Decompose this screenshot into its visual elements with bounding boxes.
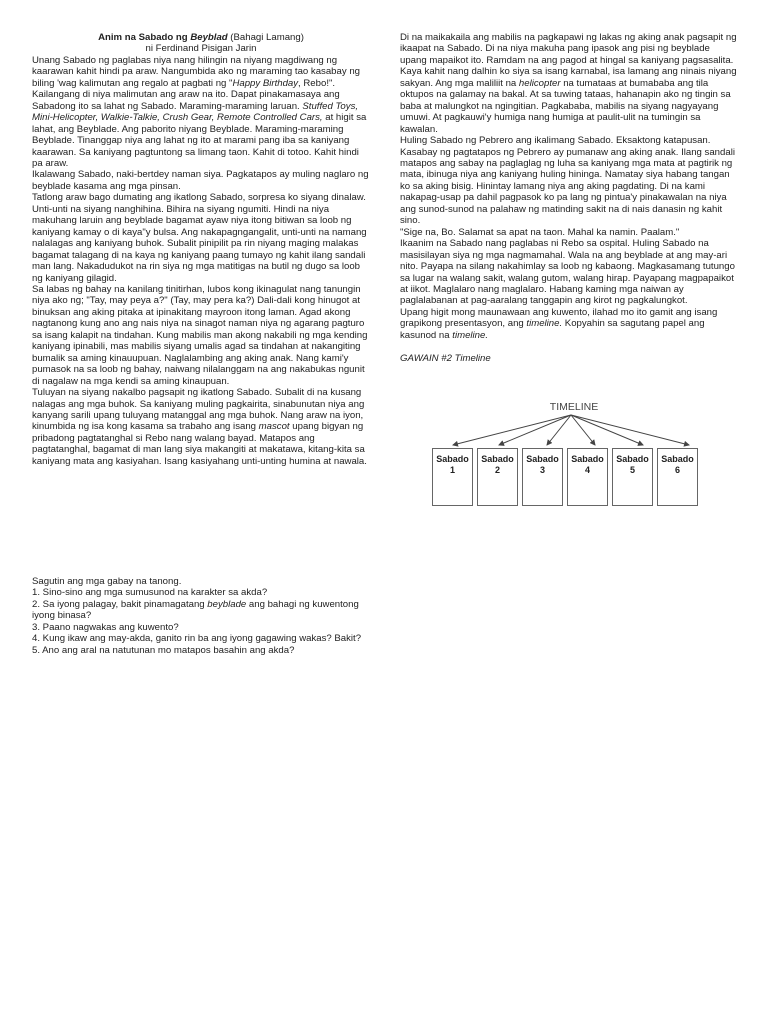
q2-part-a: 2. Sa iyong palagay, bakit pinamagatang	[32, 598, 208, 610]
story-column-left	[32, 32, 370, 467]
p6-part-b: na tumataas at bumababa ang tila oktupos na galamay na bakal. At sa tuwing tataas, hahanapin ako ng tingin sa baba at malungkot na ngingitian. Pagkababa, mabilis na siyang nagyayang umuwi. At pagkauwi'y humiga nang humiga at paulit-ulit na tumingin sa kawalan.	[400, 77, 731, 135]
p1-italic-2: Stuffed Toys, Mini-Helicopter, Walkie-Talkie, Crush Gear, Remote Controlled Cars,	[32, 100, 359, 124]
p5-part-a: Tuluyan na siyang nakalbo pagsapit ng ikatlong Sabado. Subalit di na kusang nalagas ang mga buhok. Sa kaniyang muling pagkairita, sinabunutan niya ang kanyang sarili upang tuluyang matanggal ang mga buhok. Nang araw na iyon, kinumbida ng isa kong kasama sa trabaho ang isang	[32, 387, 365, 433]
arrow-2	[499, 415, 571, 445]
arrow-5	[571, 415, 643, 445]
p10-part-b: Kopyahin sa sagutang papel ang kasunod na	[400, 318, 705, 341]
p1-part-c: at higit sa lahat, ang Beyblade. Ang paborito niyang Beyblade. Maraming-maraming Beyblade. Tinanggap niya ang lahat ng ito at marami pang iba sa kaniyang kaarawan. Sa kaniyang pagtuntong sa limang taon. Kahit di totoo. Kahit hindi pa araw.	[32, 112, 367, 169]
p10-part-a: Upang higit mong maunawaan ang kuwento, ilahad mo ito gamit ang isang grapikong presentasyon, ang	[400, 306, 718, 330]
title-italic: Beyblad	[190, 32, 228, 43]
timeline-box-1	[432, 448, 473, 506]
story-title	[32, 32, 370, 43]
p10-italic-2: timeline.	[452, 329, 489, 341]
p10-italic-1: timeline.	[526, 318, 563, 330]
title-main: Anim na Sabado ng	[98, 32, 191, 43]
p5-italic: mascot	[258, 421, 290, 433]
p6-italic: helicopter	[518, 77, 561, 89]
p1-part-a: Unang Sabado ng paglabas niya nang hilingin na niyang magdiwang ng kaarawan kahit hindi pa araw. Nangumbida ako ng maraming tao kasabay ng biling 'wag kalimutan ang regalo at pagbati ng "	[32, 54, 360, 89]
box-6-number: 6	[674, 465, 680, 475]
timeline-diagram	[430, 400, 712, 512]
p6-part-a: Di na maikakaila ang mabilis na pagkapawi ng lakas ng aking anak pagsapit ng ikaapat na Sabado. Di na niya makuha pang ipasok ang pisi ng beyblade upang mapaikot ito. Ramdam na ang pagod at hingal sa kaniyang pagsasalita. Kaya kahit nang dalhin ko siya sa isang karnabal, isa lamang ang ninais niyang sakyan. Ang mga maliliit na	[400, 32, 737, 89]
timeline-box-5	[612, 448, 653, 506]
timeline-box-6	[657, 448, 698, 506]
question-3: 3. Paano nagwakas ang kuwento?	[32, 621, 179, 633]
box-2-label: Sabado	[481, 454, 514, 464]
box-5-label: Sabado	[616, 454, 649, 464]
box-2-number: 2	[494, 465, 500, 475]
box-1-label: Sabado	[436, 454, 469, 464]
timeline-boxes	[432, 448, 698, 506]
q2-italic: beyblade	[207, 598, 247, 610]
paragraph-1	[32, 55, 370, 170]
title-subtitle: (Bahagi Lamang)	[227, 32, 304, 43]
question-2	[32, 599, 370, 622]
paragraph-8: "Sige na, Bo. Salamat sa apat na taon. Mahal ka namin. Paalam."	[400, 226, 680, 238]
box-4-label: Sabado	[571, 454, 604, 464]
paragraph-9: Ikaanim na Sabado nang paglabas ni Rebo sa ospital. Huling Sabado na masisilayan siya ng mga nagmamahal. Wala na ang beyblade at ang may-ari nito. Payapa na silang nakahimlay sa loob ng kabaong. Magkasamang tutungo sa lugar na walang sakit, walang gutom, walang hirap. Payapang magpapaikot at iikot. Maglalaro nang maglalaro. Habang kaming mga naiwan ay paglalabanan at pag-aaralang tanggapin ang kirot ng pagkalungkot.	[400, 238, 735, 307]
timeline-box-4	[567, 448, 608, 506]
story-column-right	[400, 32, 738, 365]
box-3-number: 3	[539, 465, 545, 475]
timeline-box-2	[477, 448, 518, 506]
p1-part-b: , Rebo!". Kailangang di niya malimutan ang araw na ito. Dapat pinakamasaya ang Sabadong ito sa lahat ng Sabado. Maraming-maraming laruan.	[32, 77, 340, 112]
timeline-title: TIMELINE	[549, 401, 599, 413]
p5-part-b: upang bigyan ng pribadong pagtatanghal si Rebo nang walang bayad. Matapos ang pagtatanghal, bagamat di man lang siya makangiti at makatawa, kitang-kita sa kaniyang mata ang kasiyahan. Isang kasiyahang unti-unting humina at nawala.	[32, 421, 367, 467]
paragraph-5	[32, 387, 370, 467]
paragraph-6	[400, 32, 738, 135]
timeline-arrows	[430, 400, 712, 450]
q2-part-b: ang bahagi ng kuwentong iyong binasa?	[32, 598, 359, 622]
box-6-label: Sabado	[661, 454, 694, 464]
paragraph-7: Huling Sabado ng Pebrero ang ikalimang Sabado. Eksaktong katapusan. Kasabay ng pagtatapos ng Pebrero ay pumanaw ang aking anak. Ilang sandali matapos ang sabay na paglaglag ng luha sa kaniyang mga mata at pagtirik ng mata, ibinuga niya ang kaniyang huling hininga. Namatay siya habang tangan ko sa aking bisig. Hinintay lamang niya ang aking pagdating. Di na kami nakapag-usap pa dahil pagpasok ko pa lang ng pintua'y pinakawalan na niya ang sunod-sunod na palahaw ng matinding sakit na di nais danasin ng kahit sino.	[400, 135, 735, 227]
paragraph-10	[400, 307, 738, 341]
box-3-label: Sabado	[526, 454, 559, 464]
question-1: 1. Sino-sino ang mga sumusunod na karakter sa akda?	[32, 587, 268, 599]
paragraph-3: Tatlong araw bago dumating ang ikatlong Sabado, sorpresa ko siyang dinalaw. Unti-unti na siyang nanghihina. Bihira na siyang ngumiti. Hindi na niya makuhang laruin ang beyblade bagamat ayaw niya itong bitiwan sa loob ng kaniyang kamay o di kaya"y bulsa. Ang nakapagngangalit, unti-unti na namang nalalagas ang kaniyang buhok. Subalit pinipilit pa rin niyang maging malakas bagamat talagang di na kaya ng kaniyang paang tumayo ng kahit ilang sandali man lang. Nakadudukot na rin siya ng mga matitigas na butil ng dugo sa loob ng kaniyang gilagid.	[32, 192, 367, 284]
box-5-number: 5	[629, 465, 635, 475]
question-4: 4. Kung ikaw ang may-akda, ganito rin ba ang iyong gagawing wakas? Bakit?	[32, 633, 362, 645]
box-4-number: 4	[584, 465, 590, 475]
arrow-6	[571, 415, 689, 445]
p1-italic-1: Happy Birthday	[232, 77, 299, 89]
timeline-box-3	[522, 448, 563, 506]
questions-intro: Sagutin ang mga gabay na tanong.	[32, 576, 182, 587]
arrow-1	[453, 415, 571, 445]
guide-questions	[32, 576, 370, 656]
author-line: ni Ferdinand Pisigan Jarin	[145, 43, 257, 55]
paragraph-2: Ikalawang Sabado, naki-bertdey naman siya. Pagkatapos ay muling naglaro ng beyblade kasama ang mga pinsan.	[32, 169, 369, 192]
question-5: 5. Ano ang aral na natutunan mo matapos basahin ang akda?	[32, 644, 295, 656]
paragraph-4: Sa labas ng bahay na kanilang tinitirhan, lubos kong ikinagulat nang tanungin niya ako ng; "Tay, may peya a?" (Tay, may pera ka?) Dali-dali kong hinugot at binuksan ang aking pitaka at ipinakitang mayroon itong laman. Agad akong nagtanong kung ano ang nais niya na sinagot naman niya ng agarang pagturo sa isang kalapit na tindahan. Kung mabilis man akong nakabili ng mga kending kaniyang ipinabili, mas mabilis siyang umalis agad sa tindahan at nakangiting bumalik sa aming kinauupuan. Naglalambing ang aking anak. Nang kami'y pumasok na sa loob ng bahay, naiwang nilalanggam na ang nakabukas ngunit di nagalaw na mga kendi sa aming kinaupuan.	[32, 283, 368, 387]
gawain-heading: GAWAIN #2 Timeline	[400, 353, 491, 365]
box-1-number: 1	[449, 465, 455, 475]
